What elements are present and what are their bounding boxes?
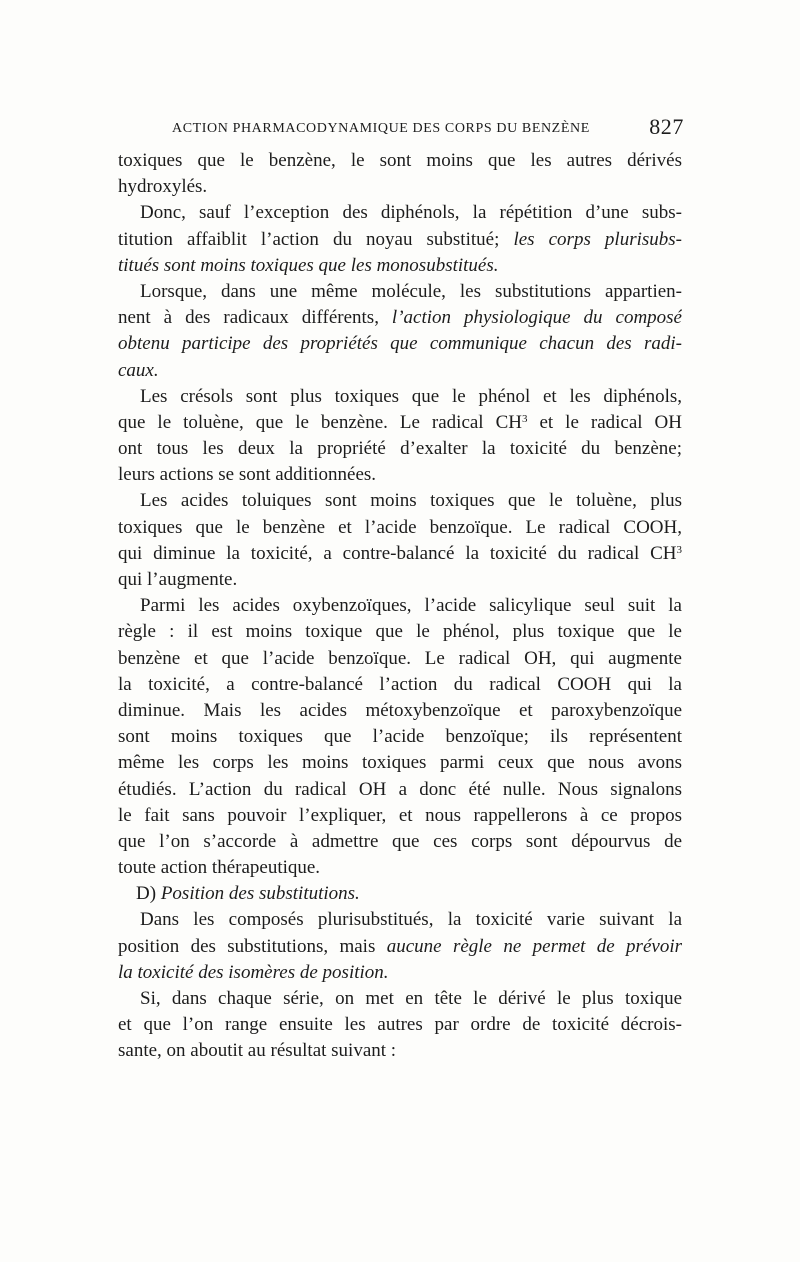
text-line — [118, 567, 682, 593]
body-text — [118, 148, 682, 1065]
text-segment: ont tous les deux la propriété d’exalter la toxicité du benzène; — [118, 438, 682, 460]
text-segment: Parmi les acides oxybenzoïques, l’acide salicylique seul suit la — [140, 595, 682, 617]
italic-text: la toxicité des isomères de position. — [118, 961, 389, 983]
text-segment: diminue. Mais les acides métoxybenzoïque et paroxybenzoïque — [118, 699, 682, 721]
text-segment: nent à des radicaux différents, — [118, 307, 392, 329]
page-number: 827 — [649, 114, 684, 139]
text-line — [118, 777, 682, 803]
text-line — [118, 148, 682, 174]
text-segment: toxiques que le benzène et l’acide benzoïque. Le radical COOH, — [118, 516, 682, 538]
text-segment: sont moins toxiques que l’acide benzoïque; ils représentent — [118, 726, 682, 748]
italic-text: aucune règle ne permet de prévoir — [386, 935, 682, 957]
text-segment: que le toluène, que le benzène. Le radical CH — [118, 411, 522, 433]
text-segment: position des substitutions, mais — [118, 935, 387, 957]
text-segment: toxiques que le benzène, le sont moins que les autres dérivés — [118, 150, 682, 171]
text-segment: Les acides toluiques sont moins toxiques que le toluène, plus — [140, 490, 682, 512]
text-segment: règle : il est moins toxique que le phénol, plus toxique que le — [118, 621, 682, 643]
superscript: 3 — [676, 543, 682, 556]
text-line — [118, 1012, 682, 1038]
text-line — [118, 907, 682, 933]
text-line — [118, 488, 682, 514]
text-segment: et le radical OH — [527, 411, 682, 433]
text-line — [118, 829, 682, 855]
text-line — [118, 200, 682, 226]
text-line — [118, 855, 682, 881]
text-segment: toute action thérapeutique. — [118, 857, 321, 879]
italic-text: Position des substitutions. — [160, 883, 360, 905]
text-segment: la toxicité, a contre-balancé l’action du radical COOH qui la — [118, 673, 682, 695]
text-segment: et que l’on range ensuite les autres par ordre de toxicité décrois- — [118, 1014, 682, 1036]
text-line — [118, 279, 682, 305]
text-segment: benzène et que l’acide benzoïque. Le radical OH, qui augmente — [118, 647, 682, 669]
text-line — [118, 410, 682, 436]
section-heading — [118, 881, 682, 907]
text-line — [118, 986, 682, 1012]
text-line — [118, 174, 682, 200]
text-line — [118, 960, 682, 986]
text-segment: Dans les composés plurisubstitués, la toxicité varie suivant la — [140, 909, 682, 931]
text-segment: même les corps les moins toxiques parmi ceux que nous avons — [118, 752, 682, 774]
text-line — [118, 541, 682, 567]
text-segment: étudiés. L’action du radical OH a donc été nulle. Nous signalons — [118, 778, 682, 800]
italic-text: caux. — [118, 359, 159, 381]
text-line — [118, 515, 682, 541]
text-line — [118, 1038, 682, 1064]
text-line — [118, 358, 682, 384]
text-line — [118, 227, 682, 253]
text-segment: le fait sans pouvoir l’expliquer, et nous rappellerons à ce propos — [118, 804, 682, 826]
italic-text: les corps plurisubs- — [513, 228, 682, 250]
text-line — [118, 724, 682, 750]
text-segment: Les crésols sont plus toxiques que le phénol et les diphénols, — [140, 385, 682, 407]
superscript: 3 — [521, 412, 528, 425]
text-segment: leurs actions se sont additionnées. — [118, 464, 377, 486]
text-segment: Si, dans chaque série, on met en tête le dérivé le plus toxique — [140, 988, 682, 1009]
running-header — [172, 116, 684, 142]
text-line — [118, 384, 682, 410]
text-segment: que l’on s’accorde à admettre que ces corps sont dépourvus de — [118, 830, 682, 852]
text-line — [118, 253, 682, 279]
text-line — [118, 331, 682, 357]
text-segment: sante, on aboutit au résultat suivant : — [118, 1040, 397, 1062]
italic-text: l’action physiologique du composé — [391, 307, 682, 329]
text-segment: Lorsque, dans une même molécule, les substitutions appartien- — [140, 280, 682, 302]
italic-text: obtenu participe des propriétés que communique chacun des radi- — [118, 333, 682, 355]
text-segment: qui diminue la toxicité, a contre-balancé la toxicité du radical CH — [118, 542, 677, 564]
text-line — [118, 672, 682, 698]
text-segment: hydroxylés. — [118, 176, 208, 198]
text-line — [118, 934, 682, 960]
text-line — [118, 462, 682, 488]
italic-text: titués sont moins toxiques que les monosubstitués. — [118, 254, 499, 276]
text-line — [118, 305, 682, 331]
text-line — [118, 750, 682, 776]
text-segment: titution affaiblit l’action du noyau substitué; — [118, 228, 514, 250]
running-title: ACTION PHARMACODYNAMIQUE DES CORPS DU BENZÈNE — [172, 121, 590, 136]
text-segment: qui l’augmente. — [118, 569, 238, 590]
text-line — [118, 698, 682, 724]
text-segment: D) — [136, 883, 161, 905]
text-line — [118, 436, 682, 462]
text-line — [118, 646, 682, 672]
text-line — [118, 803, 682, 829]
text-line — [118, 619, 682, 645]
text-segment: Donc, sauf l’exception des diphénols, la répétition d’une subs- — [140, 202, 682, 224]
text-line — [118, 593, 682, 619]
